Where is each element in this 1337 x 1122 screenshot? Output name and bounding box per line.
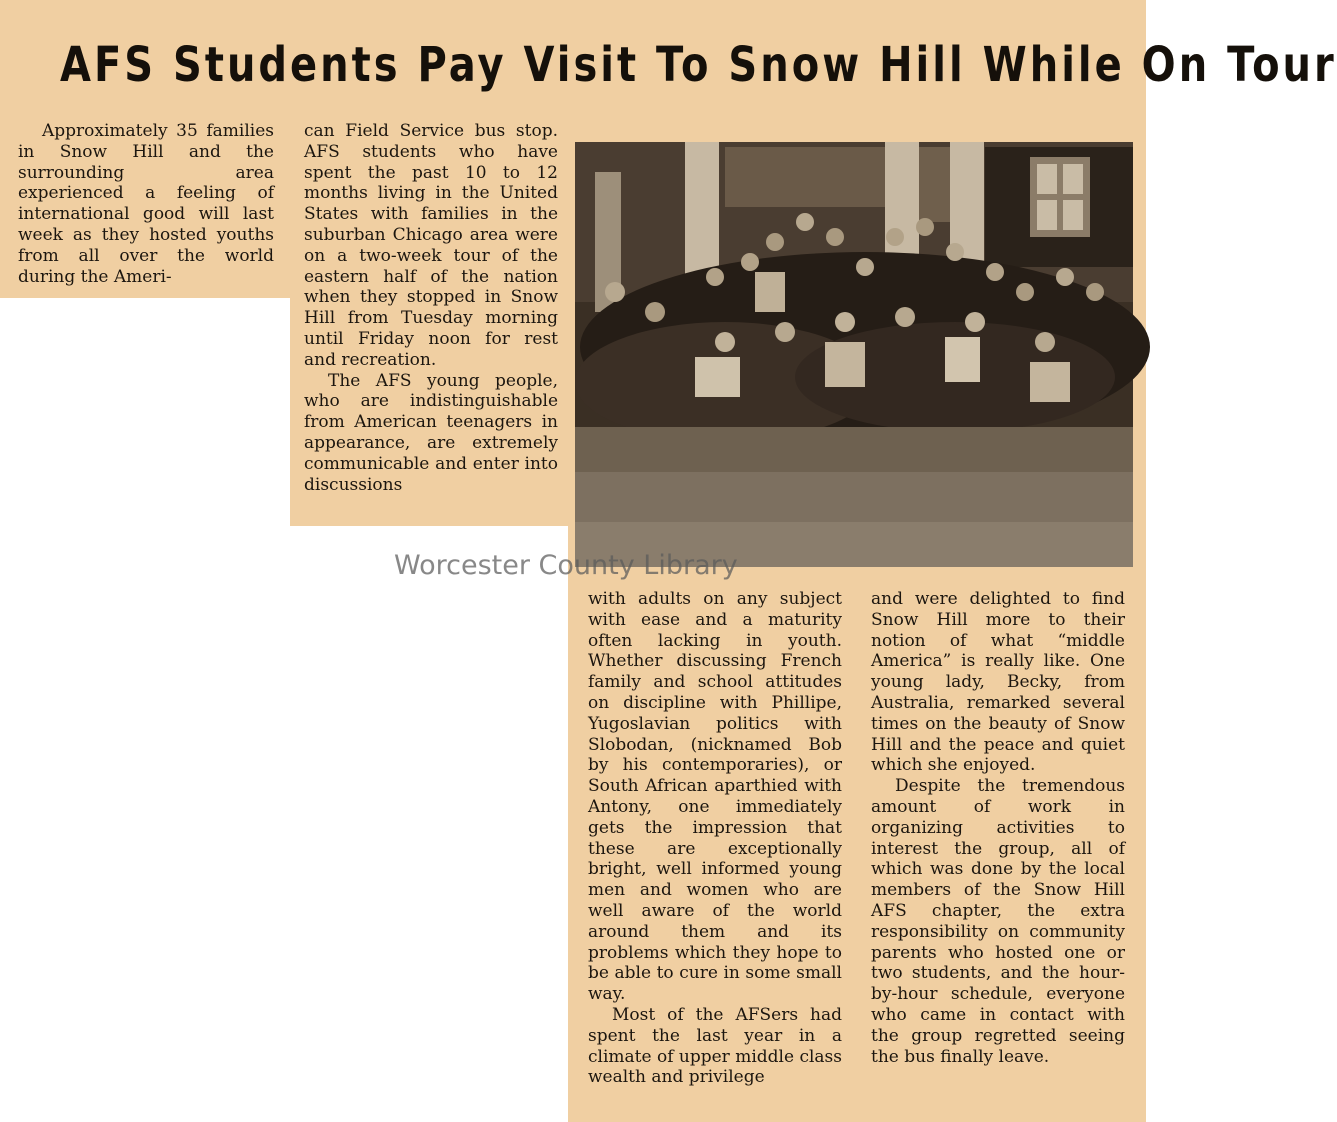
column-3-paragraph-1: with adults on any subject with ease and a maturity often lacking in youth. Whether discussing French family and school attitudes on discipline with Phillipe, Yugoslavian politics with Slobodan, (nicknamed Bob by his contemporaries), or South African aparthied with Antony, one immediately gets the impression that these are exceptionally bright, well informed young men and women who are well aware of the world around them and its problems which they hope to be able to cure in some small way. — [588, 589, 842, 1005]
column-2-paragraph-2: The AFS young people, who are indistinguishable from American teenagers in appearance, are extremely communicable and enter into discussions — [304, 370, 558, 495]
column-2-paragraph-1: can Field Service bus stop. AFS students who have spent the past 10 to 12 months living in the United States with families in the suburban Chicago area were on a two-week tour of the eastern half of the nation when they stopped in Snow Hill from Tuesday morning until Friday noon for rest and recreation. — [304, 121, 558, 370]
column-2 — [304, 121, 558, 495]
column-4 — [871, 589, 1125, 1067]
column-3 — [588, 589, 842, 1088]
column-4-paragraph-2: Despite the tremendous amount of work in organizing activities to interest the group, all of which was done by the local members of the Snow Hill AFS chapter, the extra responsibility on community parents who hosted one or two students, and the hour-by-hour schedule, everyone who came in contact with the group regretted seeing the bus finally leave. — [871, 776, 1125, 1067]
column-1 — [18, 121, 274, 287]
library-watermark: Worcester County Library — [394, 550, 738, 581]
column-4-paragraph-1: and were delighted to find Snow Hill more to their notion of what “middle America” is really like. One young lady, Becky, from Australia, remarked several times on the beauty of Snow Hill and the peace and quiet which she enjoyed. — [871, 589, 1125, 776]
article-headline: AFS Students Pay Visit To Snow Hill While On Tour — [60, 38, 1337, 94]
group-photo-drawing — [575, 142, 1133, 567]
group-photo — [575, 142, 1133, 567]
column-1-text: Approximately 35 families in Snow Hill and the surrounding area experienced a feeling of international good will last week as they hosted youths from all over the world during the Ameri- — [18, 121, 274, 287]
column-3-paragraph-2: Most of the AFSers had spent the last year in a climate of upper middle class wealth and privilege — [588, 1004, 842, 1088]
